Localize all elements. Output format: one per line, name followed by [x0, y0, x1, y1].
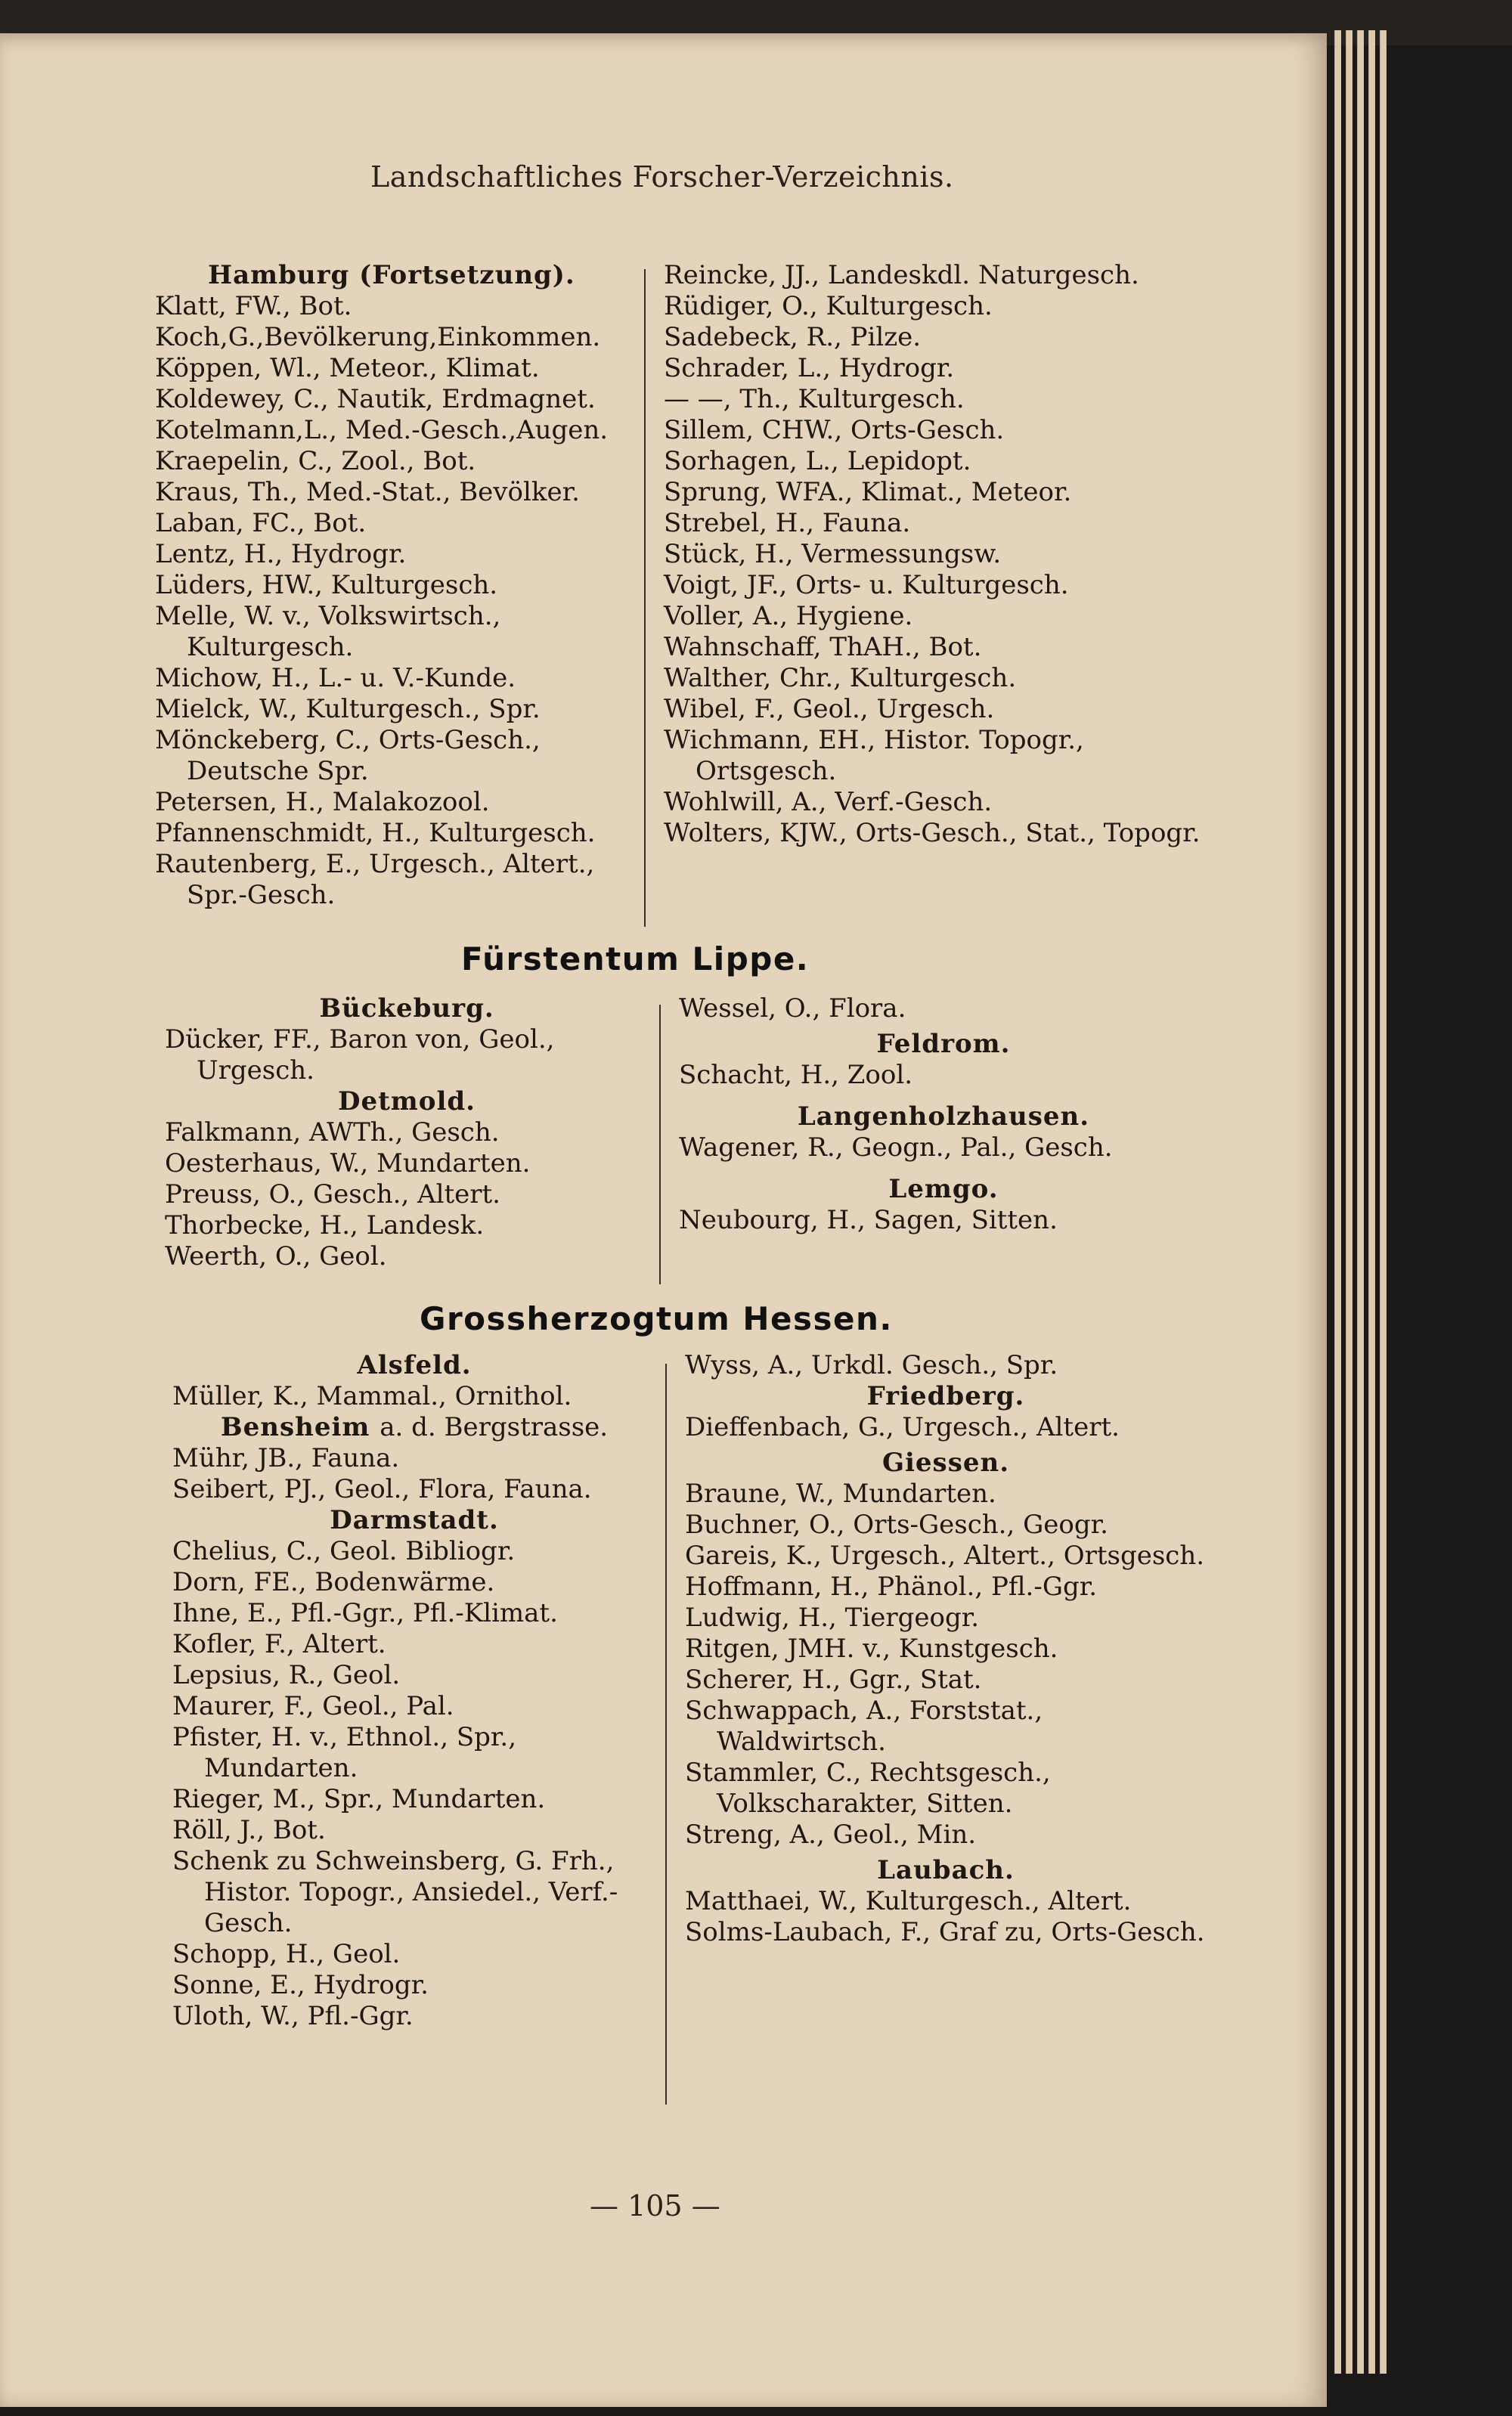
list-item: Dorn, FE., Bodenwärme.: [172, 1567, 495, 1597]
list-item: Rieger, M., Spr., Mundarten.: [172, 1784, 546, 1814]
list-item: Hoffmann, H., Phänol., Pfl.-Ggr.: [685, 1572, 1098, 1602]
column-divider: [665, 1364, 667, 2105]
column-divider: [644, 269, 646, 927]
list-item: Wahnschaff, ThAH., Bot.: [664, 632, 982, 662]
list-item: Sorhagen, L., Lepidopt.: [664, 446, 971, 476]
list-item: Dieffenbach, G., Urgesch., Altert.: [685, 1412, 1120, 1442]
list-item: Koldewey, C., Nautik, Erdmagnet.: [155, 384, 596, 414]
page-edge: [1334, 30, 1341, 2374]
section-title-hessen: Grossherzogtum Hessen.: [420, 1300, 893, 1337]
page-number: — 105 —: [590, 2189, 720, 2222]
list-item: Seibert, PJ., Geol., Flora, Fauna.: [172, 1474, 592, 1504]
list-item: Voller, A., Hygiene.: [664, 601, 913, 631]
entry-list: [679, 1205, 1208, 1236]
list-item: Ludwig, H., Tiergeogr.: [685, 1603, 980, 1633]
hessen-right-column: [685, 1350, 1207, 1948]
entry-list: [172, 1381, 656, 1412]
list-item: Lentz, H., Hydrogr.: [155, 539, 407, 569]
list-item: Wichmann, EH., Histor. Topogr., Ortsgesch.: [664, 725, 1084, 786]
hamburg-right-column: [664, 260, 1208, 849]
list-item: Maurer, F., Geol., Pal.: [172, 1691, 454, 1721]
list-item: Michow, H., L.- u. V.-Kunde.: [155, 663, 516, 693]
place-heading: Laubach.: [877, 1855, 1015, 1885]
book-page: [0, 33, 1327, 2407]
list-item: Streng, A., Geol., Min.: [685, 1820, 977, 1850]
place-heading: Langenholzhausen.: [797, 1101, 1090, 1132]
place-heading: Alsfeld.: [357, 1350, 472, 1380]
page-edge: [1380, 30, 1387, 2374]
list-item: Solms-Laubach, F., Graf zu, Orts-Gesch.: [685, 1917, 1205, 1947]
list-item: Thorbecke, H., Landesk.: [165, 1210, 485, 1241]
list-item: Chelius, C., Geol. Bibliogr.: [172, 1536, 516, 1566]
list-item: Braune, W., Mundarten.: [685, 1479, 996, 1509]
entry-list: [685, 1886, 1207, 1948]
hamburg-left-column: [155, 260, 639, 911]
list-item: Neubourg, H., Sagen, Sitten.: [679, 1205, 1058, 1235]
list-item: Weerth, O., Geol.: [165, 1241, 387, 1271]
list-item: Preuss, O., Gesch., Altert.: [165, 1179, 500, 1210]
list-item: Falkmann, AWTh., Gesch.: [165, 1117, 500, 1148]
list-item: Rüdiger, O., Kulturgesch.: [664, 291, 993, 321]
place-heading: Giessen.: [881, 1448, 1010, 1478]
place-heading: Bückeburg.: [319, 993, 494, 1024]
list-item: Müller, K., Mammal., Ornithol.: [172, 1381, 572, 1411]
list-item: Rautenberg, E., Urgesch., Altert., Spr.-Gesch.: [155, 849, 595, 910]
place-heading-suffix: a. d. Bergstrasse.: [380, 1412, 609, 1442]
page-edge: [1368, 30, 1375, 2374]
list-item: Klatt, FW., Bot.: [155, 291, 352, 321]
list-item: Petersen, H., Malakozool.: [155, 787, 490, 817]
list-item: Dücker, FF., Baron von, Geol., Urgesch.: [165, 1024, 555, 1086]
list-item: Melle, W. v., Volkswirtsch., Kulturgesch.: [155, 601, 501, 662]
list-item: Koch,G.,Bevölkerung,Einkommen.: [155, 322, 601, 352]
list-item: Lüders, HW., Kulturgesch.: [155, 570, 498, 600]
list-item: Uloth, W., Pfl.-Ggr.: [172, 2001, 414, 2031]
list-item: Voigt, JF., Orts- u. Kulturgesch.: [664, 570, 1069, 600]
list-item: Reincke, JJ., Landeskdl. Naturgesch.: [664, 260, 1139, 290]
list-item: Kraus, Th., Med.-Stat., Bevölker.: [155, 477, 580, 507]
entry-list: [664, 260, 1208, 849]
list-item: Wohlwill, A., Verf.-Gesch.: [664, 787, 993, 817]
entry-list: [172, 1443, 656, 1505]
list-item: Wyss, A., Urkdl. Gesch., Spr.: [685, 1350, 1058, 1380]
list-item: Scherer, H., Ggr., Stat.: [685, 1665, 982, 1695]
list-item: Oesterhaus, W., Mundarten.: [165, 1148, 531, 1179]
hamburg-heading: Hamburg (Fortsetzung).: [208, 260, 575, 290]
list-item: Wagener, R., Geogn., Pal., Gesch.: [679, 1132, 1113, 1163]
list-item: Matthaei, W., Kulturgesch., Altert.: [685, 1886, 1132, 1916]
list-item: Ritgen, JMH. v., Kunstgesch.: [685, 1634, 1058, 1664]
entry-list: [172, 1536, 656, 2032]
list-item: Strebel, H., Fauna.: [664, 508, 911, 538]
place-heading-name: Bensheim: [220, 1412, 370, 1442]
entry-list: [685, 1412, 1207, 1443]
list-item: Stück, H., Vermessungsw.: [664, 539, 1002, 569]
lippe-right-column: [679, 993, 1208, 1236]
page-header: Landschaftliches Forscher-Verzeichnis.: [370, 160, 954, 194]
entry-list: [685, 1479, 1207, 1851]
list-item: Schacht, H., Zool.: [679, 1060, 913, 1090]
list-item: Lepsius, R., Geol.: [172, 1660, 401, 1690]
list-item: Kraepelin, C., Zool., Bot.: [155, 446, 476, 476]
list-item: Sonne, E., Hydrogr.: [172, 1970, 429, 2000]
list-item: Mielck, W., Kulturgesch., Spr.: [155, 694, 541, 724]
list-item: Gareis, K., Urgesch., Altert., Ortsgesch.: [685, 1541, 1205, 1571]
list-item: Schwappach, A., Forststat., Waldwirtsch.: [685, 1696, 1043, 1757]
list-item: Kofler, F., Altert.: [172, 1629, 386, 1659]
section-title-lippe: Fürstentum Lippe.: [461, 940, 810, 977]
list-item: Wolters, KJW., Orts-Gesch., Stat., Topogr.: [664, 818, 1201, 848]
place-heading: Feldrom.: [876, 1029, 1011, 1059]
place-heading: [172, 1412, 656, 1443]
list-item: Mühr, JB., Fauna.: [172, 1443, 400, 1473]
place-heading: Darmstadt.: [330, 1505, 499, 1535]
place-heading: Friedberg.: [866, 1381, 1025, 1411]
list-item: Wessel, O., Flora.: [679, 993, 906, 1024]
list-item: Schenk zu Schweinsberg, G. Frh., Histor. Topogr., Ansiedel., Verf.-Gesch.: [172, 1846, 618, 1938]
lippe-left-column: [165, 993, 649, 1272]
list-item: Röll, J., Bot.: [172, 1815, 326, 1845]
list-item: Ihne, E., Pfl.-Ggr., Pfl.-Klimat.: [172, 1598, 558, 1628]
list-item: Sprung, WFA., Klimat., Meteor.: [664, 477, 1072, 507]
list-item: Stammler, C., Rechtsgesch., Volkscharakter, Sitten.: [685, 1758, 1051, 1819]
list-item: Schrader, L., Hydrogr.: [664, 353, 955, 383]
list-item: — —, Th., Kulturgesch.: [664, 384, 965, 414]
entry-list: [155, 291, 639, 911]
column-divider: [659, 1005, 661, 1284]
page-edge: [1357, 30, 1364, 2374]
list-item: Wibel, F., Geol., Urgesch.: [664, 694, 995, 724]
list-item: Sadebeck, R., Pilze.: [664, 322, 922, 352]
list-item: Mönckeberg, C., Orts-Gesch., Deutsche Spr.: [155, 725, 541, 786]
place-heading: Lemgo.: [888, 1174, 999, 1204]
hessen-left-column: [172, 1350, 656, 2032]
list-item: Schopp, H., Geol.: [172, 1939, 401, 1969]
list-item: Sillem, CHW., Orts-Gesch.: [664, 415, 1005, 445]
list-item: Kotelmann,L., Med.-Gesch.,Augen.: [155, 415, 609, 445]
list-item: Pfannenschmidt, H., Kulturgesch.: [155, 818, 596, 848]
list-item: Buchner, O., Orts-Gesch., Geogr.: [685, 1510, 1108, 1540]
list-item: Laban, FC., Bot.: [155, 508, 367, 538]
entry-list: [679, 1132, 1208, 1163]
entry-list: [165, 1117, 649, 1272]
place-heading: Detmold.: [337, 1086, 476, 1117]
list-item: Walther, Chr., Kulturgesch.: [664, 663, 1017, 693]
list-item: Pfister, H. v., Ethnol., Spr., Mundarten.: [172, 1722, 517, 1783]
list-item: Köppen, Wl., Meteor., Klimat.: [155, 353, 540, 383]
entry-list: [165, 1024, 649, 1086]
page-edge: [1346, 30, 1352, 2374]
entry-list: [679, 1060, 1208, 1091]
